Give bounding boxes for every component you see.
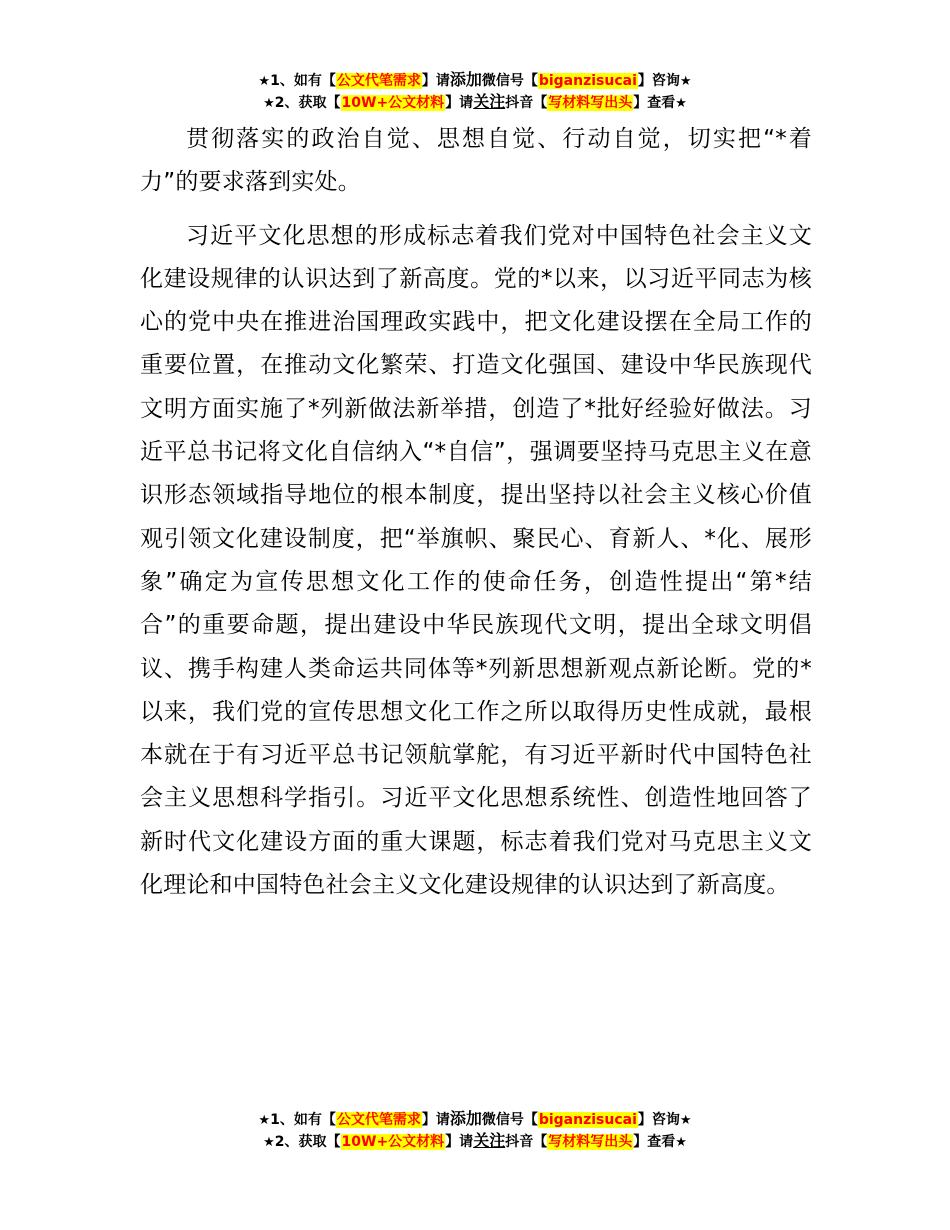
footer-line-2-prefix: 2、获取【 (274, 1134, 341, 1150)
header-line-2-prefix: 2、获取【 (274, 95, 341, 111)
footer-line-2 (0, 1130, 950, 1152)
header-line-1-middle-2: 微信号【 (481, 73, 538, 89)
footer-line-2-emphasis: 关注 (473, 1131, 506, 1150)
footer-line-1 (0, 1108, 950, 1130)
header-line-1-prefix: 1、如有【 (270, 73, 336, 89)
star-icon: ★ (258, 74, 271, 89)
header-line-2-highlight-douyin: 写材料写出头 (548, 95, 633, 111)
header-line-1-highlight-wechat: biganzisucai (538, 73, 637, 89)
header-line-1-middle: 】请 (421, 73, 450, 89)
footer-line-1-middle: 】请 (421, 1112, 450, 1128)
footer-banner (0, 1108, 950, 1152)
footer-line-2-middle: 】请 (445, 1134, 474, 1150)
header-line-2-suffix: 】查看 (633, 95, 676, 111)
footer-line-2-highlight-materials: 10W+公文材料 (341, 1134, 445, 1150)
document-body (140, 118, 812, 907)
star-icon: ★ (679, 74, 692, 89)
star-icon: ★ (675, 1135, 687, 1150)
footer-line-1-emphasis: 添加 (449, 1109, 482, 1128)
star-icon: ★ (263, 1135, 275, 1150)
header-line-2-middle-2: 抖音【 (505, 95, 548, 111)
star-icon: ★ (258, 1113, 271, 1128)
header-line-1 (0, 69, 950, 91)
footer-line-1-middle-2: 微信号【 (481, 1112, 538, 1128)
star-icon: ★ (675, 96, 687, 111)
header-line-2-middle: 】请 (445, 95, 474, 111)
header-line-1-suffix: 】咨询 (637, 73, 680, 89)
footer-line-2-middle-2: 抖音【 (505, 1134, 548, 1150)
footer-line-1-highlight-wechat: biganzisucai (538, 1112, 637, 1128)
header-line-1-highlight-service: 公文代笔需求 (336, 73, 421, 89)
header-line-1-emphasis: 添加 (449, 70, 482, 89)
star-icon: ★ (679, 1113, 692, 1128)
footer-line-1-highlight-service: 公文代笔需求 (336, 1112, 421, 1128)
header-line-2-emphasis: 关注 (473, 92, 506, 111)
star-icon: ★ (263, 96, 275, 111)
footer-line-1-suffix: 】咨询 (637, 1112, 680, 1128)
paragraph-2: 习近平文化思想的形成标志着我们党对中国特色社会主义文化建设规律的认识达到了新高度。党的*以来，以习近平同志为核心的党中央在推进治国理政实践中，把文化建设摆在全局工作的重要位置，在推动文化繁荣、打造文化强国、建设中华民族现代文明方面实施了*列新做法新举措，创造了*批好经验好做法。习近平总书记将文化自信纳入“*自信”，强调要坚持马克思主义在意识形态领域指导地位的根本制度，提出坚持以社会主义核心价值观引领文化建设制度，把“举旗帜、聚民心、育新人、*化、展形象”确定为宣传思想文化工作的使命任务，创造性提出“第*结合”的重要命题，提出建设中华民族现代文明，提出全球文明倡议、携手构建人类命运共同体等*列新思想新观点新论断。党的*以来，我们党的宣传思想文化工作之所以取得历史性成就，最根本就在于有习近平总书记领航掌舵，有习近平新时代中国特色社会主义思想科学指引。习近平文化思想系统性、创造性地回答了新时代文化建设方面的重大课题，标志着我们党对马克思主义文化理论和中国特色社会主义文化建设规律的认识达到了新高度。 (140, 222, 812, 899)
footer-line-2-highlight-douyin: 写材料写出头 (548, 1134, 633, 1150)
footer-line-2-suffix: 】查看 (633, 1134, 676, 1150)
footer-line-1-prefix: 1、如有【 (270, 1112, 336, 1128)
header-banner (0, 69, 950, 113)
header-line-2 (0, 91, 950, 113)
header-line-2-highlight-materials: 10W+公文材料 (341, 95, 445, 111)
paragraph-1: 贯彻落实的政治自觉、思想自觉、行动自觉，切实把“*着力”的要求落到实处。 (140, 126, 812, 196)
